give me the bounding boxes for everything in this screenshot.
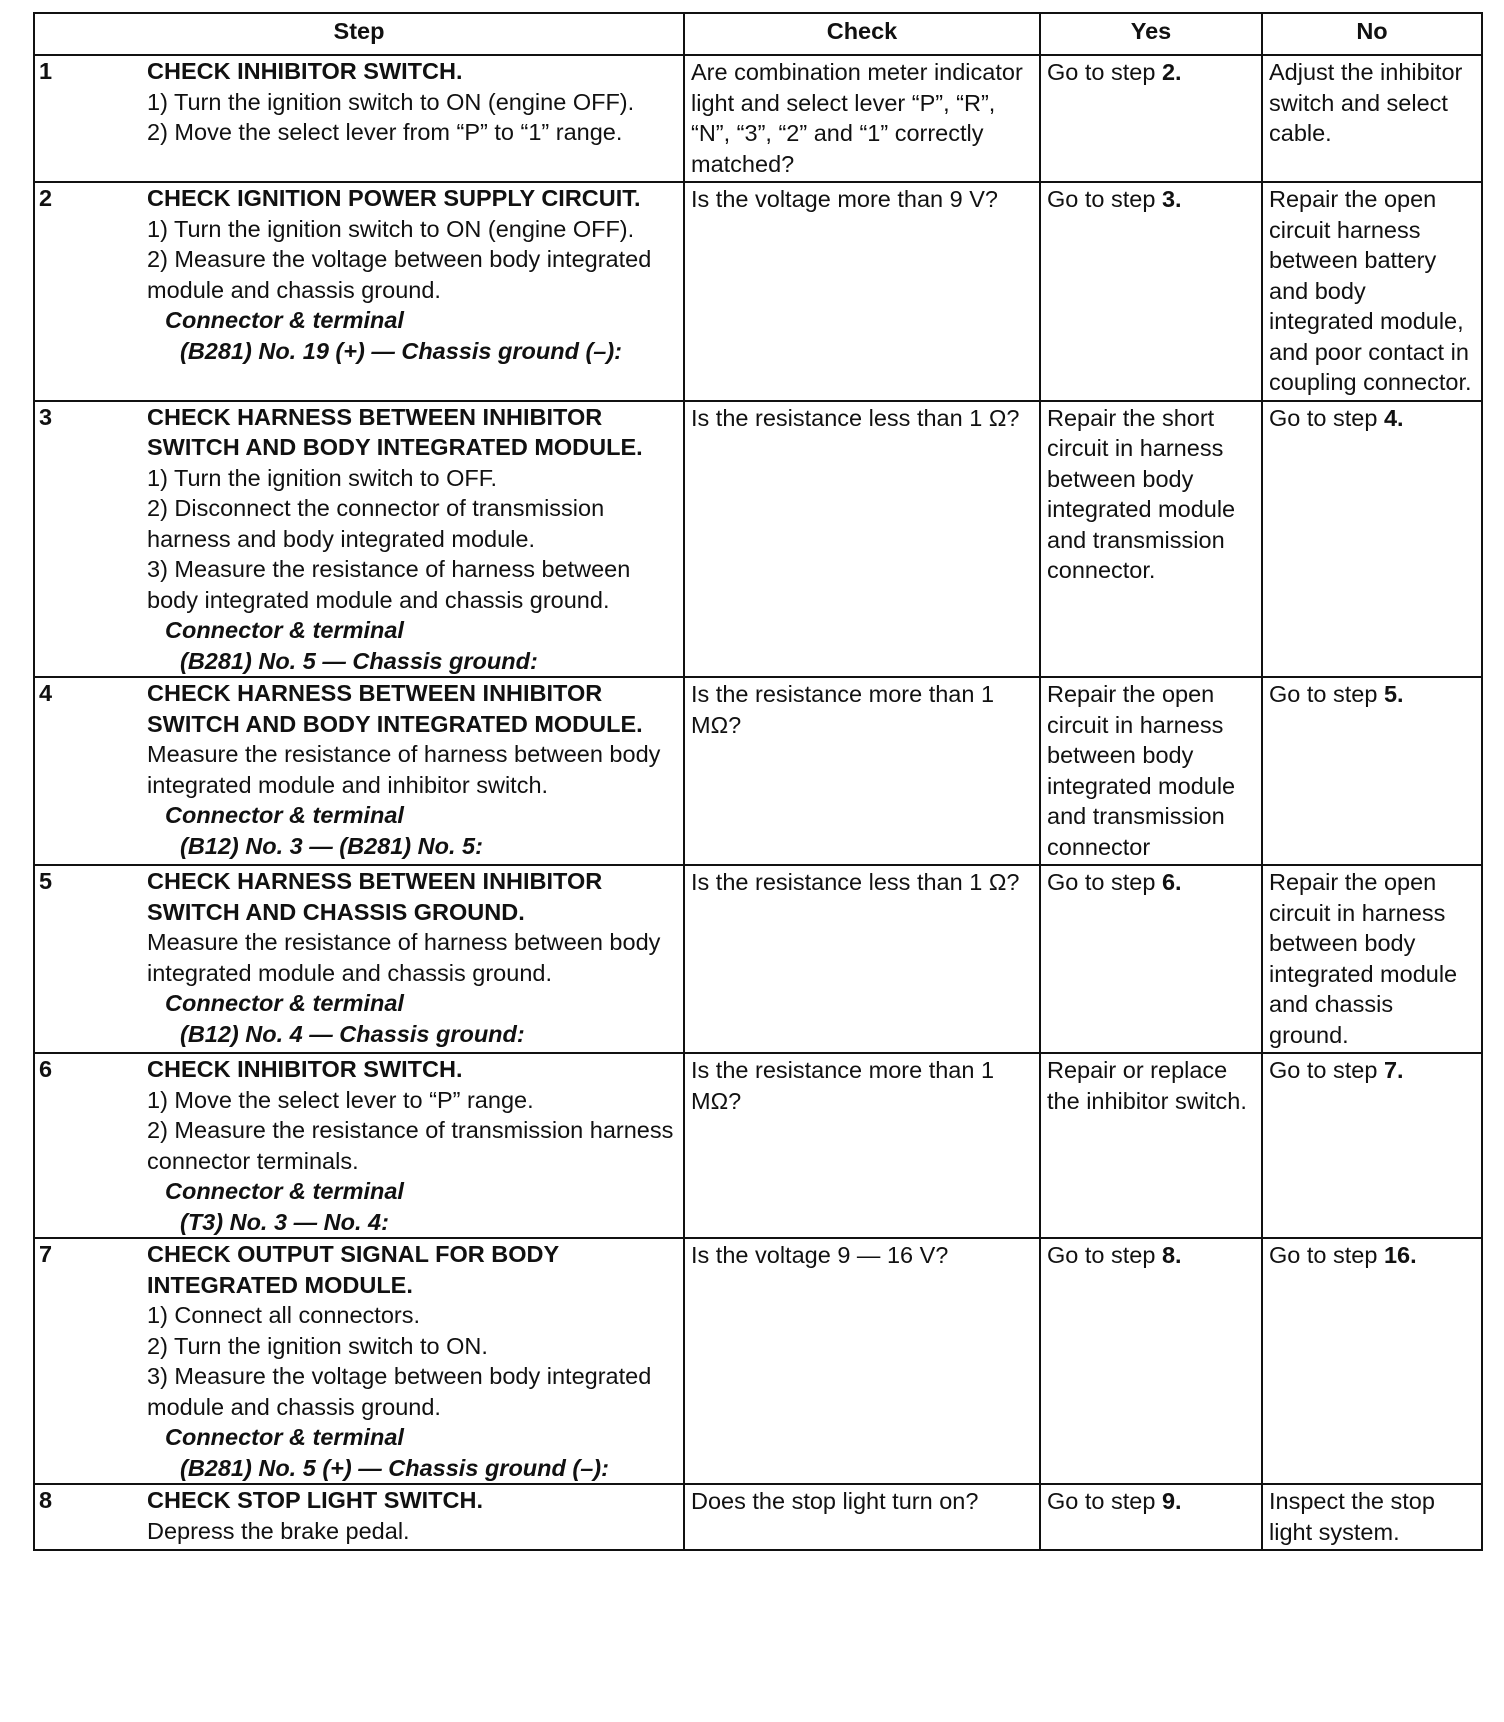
step-cell (34, 1238, 684, 1484)
step-title: CHECK INHIBITOR SWITCH. (147, 1056, 463, 1082)
connector-label: Connector & terminal (165, 1424, 404, 1450)
header-check: Check (684, 13, 1040, 55)
step-instructions (147, 1085, 677, 1177)
header-no: No (1262, 13, 1482, 55)
header-row (34, 13, 1482, 55)
table-row (34, 1238, 1482, 1484)
step-instructions (147, 1516, 677, 1547)
step-body (147, 1485, 683, 1546)
step-body (147, 56, 683, 148)
step-cell (34, 1053, 684, 1238)
step-title: CHECK HARNESS BETWEEN INHIBITOR SWITCH AND BODY INTEGRATED MODULE. (147, 680, 643, 737)
check-question: Is the voltage more than 9 V? (691, 186, 998, 212)
yes-step-ref: 8. (1161, 1242, 1182, 1268)
connector-terminal: (T3) No. 3 — No. 4: (180, 1208, 389, 1235)
yes-text: Go to step (1047, 1488, 1162, 1514)
no-cell (1262, 1238, 1482, 1484)
no-cell (1262, 1053, 1482, 1238)
no-text: Go to step (1269, 1057, 1384, 1083)
check-cell (684, 55, 1040, 182)
no-cell (1262, 865, 1482, 1053)
check-cell (684, 677, 1040, 865)
step-title: CHECK OUTPUT SIGNAL FOR BODY INTEGRATED MODULE. (147, 1241, 559, 1298)
yes-step-ref: 9. (1161, 1488, 1182, 1514)
header-step: Step (34, 13, 684, 55)
instruction-line: 1) Connect all connectors. (147, 1302, 421, 1328)
yes-text: Repair the open circuit in harness between body integrated module and transmission connector (1047, 681, 1236, 860)
yes-cell (1040, 1484, 1262, 1550)
connector-label: Connector & terminal (165, 1178, 404, 1204)
no-text: Go to step (1269, 1242, 1384, 1268)
instruction-line: 1) Turn the ignition switch to OFF. (147, 464, 498, 491)
check-cell (684, 1238, 1040, 1484)
table-row (34, 182, 1482, 401)
step-title: CHECK IGNITION POWER SUPPLY CIRCUIT. (147, 185, 641, 211)
step-body (147, 866, 683, 1049)
connector-label: Connector & terminal (165, 990, 404, 1016)
connector-terminal: (B281) No. 19 (+) — Chassis ground (–): (180, 337, 623, 364)
table-row (34, 1053, 1482, 1238)
step-body (147, 1054, 683, 1237)
yes-step-ref: 6. (1161, 869, 1182, 895)
check-question: Does the stop light turn on? (691, 1488, 979, 1514)
check-question: Are combination meter indicator light and select lever “P”, “R”, “N”, “3”, “2” and “1” correctly matched? (691, 59, 1023, 177)
instruction-line: 1) Turn the ignition switch to ON (engine OFF). (147, 215, 635, 242)
step-number: 5 (39, 868, 53, 894)
no-step-ref: 16. (1383, 1242, 1417, 1268)
step-instructions (147, 87, 677, 148)
yes-text: Go to step (1047, 59, 1162, 85)
connector-block (147, 800, 677, 861)
step-cell (34, 55, 684, 182)
instruction-line: 2) Measure the voltage between body integrated module and chassis ground. (147, 246, 652, 303)
no-text: Adjust the inhibitor switch and select cable. (1269, 59, 1463, 146)
connector-label: Connector & terminal (165, 307, 404, 333)
connector-terminal: (B12) No. 3 — (B281) No. 5: (180, 832, 483, 859)
no-step-ref: 5. (1383, 681, 1404, 707)
connector-block (147, 988, 677, 1049)
yes-cell (1040, 401, 1262, 678)
step-number: 1 (39, 58, 53, 84)
connector-terminal: (B12) No. 4 — Chassis ground: (180, 1020, 525, 1047)
no-cell (1262, 677, 1482, 865)
step-number: 7 (39, 1241, 53, 1267)
step-body (147, 678, 683, 861)
step-title: CHECK STOP LIGHT SWITCH. (147, 1487, 483, 1513)
table-row (34, 401, 1482, 678)
connector-block (147, 615, 677, 676)
no-cell (1262, 401, 1482, 678)
connector-block (147, 1422, 677, 1483)
instruction-line: 2) Move the select lever from “P” to “1” range. (147, 119, 623, 145)
no-step-ref: 4. (1383, 404, 1404, 431)
instruction-line: 2) Measure the resistance of transmission harness connector terminals. (147, 1117, 674, 1174)
table-row (34, 55, 1482, 182)
connector-block (147, 305, 677, 366)
table-row (34, 865, 1482, 1053)
table-body (34, 55, 1482, 1550)
step-title: CHECK HARNESS BETWEEN INHIBITOR SWITCH AND CHASSIS GROUND. (147, 868, 603, 925)
no-text: Repair the open circuit in harness between body integrated module and chassis ground. (1269, 869, 1458, 1048)
connector-label: Connector & terminal (165, 617, 404, 643)
step-instructions (147, 463, 677, 616)
instruction-line: Measure the resistance of harness between body integrated module and chassis ground. (147, 929, 661, 986)
yes-cell (1040, 1238, 1262, 1484)
instruction-line: Depress the brake pedal. (147, 1517, 410, 1544)
step-instructions (147, 927, 677, 988)
step-instructions (147, 1300, 677, 1422)
yes-cell (1040, 1053, 1262, 1238)
instruction-line: 1) Move the select lever to “P” range. (147, 1086, 534, 1113)
check-question: Is the voltage 9 — 16 V? (691, 1242, 949, 1268)
connector-terminal: (B281) No. 5 — Chassis ground: (180, 647, 538, 674)
step-cell (34, 401, 684, 678)
no-text: Inspect the stop light system. (1269, 1488, 1435, 1545)
step-body (147, 402, 683, 677)
check-cell (684, 401, 1040, 678)
no-cell (1262, 182, 1482, 401)
yes-text: Go to step (1047, 869, 1162, 895)
step-title: CHECK INHIBITOR SWITCH. (147, 58, 463, 84)
connector-terminal: (B281) No. 5 (+) — Chassis ground (–): (180, 1454, 609, 1481)
diagnostic-procedure-sheet (33, 12, 1481, 1551)
yes-cell (1040, 55, 1262, 182)
instruction-line: 3) Measure the resistance of harness between body integrated module and chassis ground. (147, 556, 631, 613)
no-step-ref: 7. (1383, 1057, 1404, 1083)
instruction-line: 2) Turn the ignition switch to ON. (147, 1332, 488, 1359)
step-number: 8 (39, 1487, 53, 1513)
no-text: Repair the open circuit harness between battery and body integrated module, and poor contact in coupling connector. (1269, 186, 1472, 395)
check-cell (684, 182, 1040, 401)
step-number: 6 (39, 1056, 53, 1082)
yes-cell (1040, 677, 1262, 865)
yes-text: Go to step (1047, 186, 1162, 212)
yes-text: Repair the short circuit in harness between body integrated module and transmission connector. (1047, 404, 1236, 583)
step-cell (34, 1484, 684, 1550)
check-question: Is the resistance less than 1 Ω? (691, 869, 1020, 895)
check-question: Is the resistance more than 1 MΩ? (691, 1057, 995, 1114)
step-instructions (147, 739, 677, 800)
yes-cell (1040, 865, 1262, 1053)
step-cell (34, 677, 684, 865)
yes-text: Repair or replace the inhibitor switch. (1047, 1057, 1247, 1114)
step-body (147, 183, 683, 366)
step-number: 3 (39, 403, 53, 430)
yes-cell (1040, 182, 1262, 401)
yes-text: Go to step (1047, 1242, 1162, 1268)
connector-block (147, 1176, 677, 1237)
step-number: 4 (39, 680, 53, 706)
step-cell (34, 865, 684, 1053)
instruction-line: 3) Measure the voltage between body integrated module and chassis ground. (147, 1363, 652, 1420)
check-question: Is the resistance less than 1 Ω? (691, 404, 1020, 431)
instruction-line: 1) Turn the ignition switch to ON (engine OFF). (147, 88, 635, 115)
check-cell (684, 865, 1040, 1053)
yes-step-ref: 2. (1161, 59, 1182, 85)
check-question: Is the resistance more than 1 MΩ? (691, 681, 995, 738)
step-instructions (147, 214, 677, 306)
check-cell (684, 1484, 1040, 1550)
no-cell (1262, 55, 1482, 182)
step-cell (34, 182, 684, 401)
no-text: Go to step (1269, 681, 1384, 707)
connector-label: Connector & terminal (165, 802, 404, 828)
instruction-line: Measure the resistance of harness between body integrated module and inhibitor switch. (147, 741, 661, 798)
no-text: Go to step (1269, 404, 1384, 431)
no-cell (1262, 1484, 1482, 1550)
instruction-line: 2) Disconnect the connector of transmission harness and body integrated module. (147, 495, 605, 552)
table-row (34, 1484, 1482, 1550)
step-body (147, 1239, 683, 1483)
table-row (34, 677, 1482, 865)
diagnostic-table (33, 12, 1483, 1551)
header-yes: Yes (1040, 13, 1262, 55)
step-title: CHECK HARNESS BETWEEN INHIBITOR SWITCH AND BODY INTEGRATED MODULE. (147, 403, 643, 460)
check-cell (684, 1053, 1040, 1238)
yes-step-ref: 3. (1161, 186, 1182, 212)
step-number: 2 (39, 185, 53, 211)
